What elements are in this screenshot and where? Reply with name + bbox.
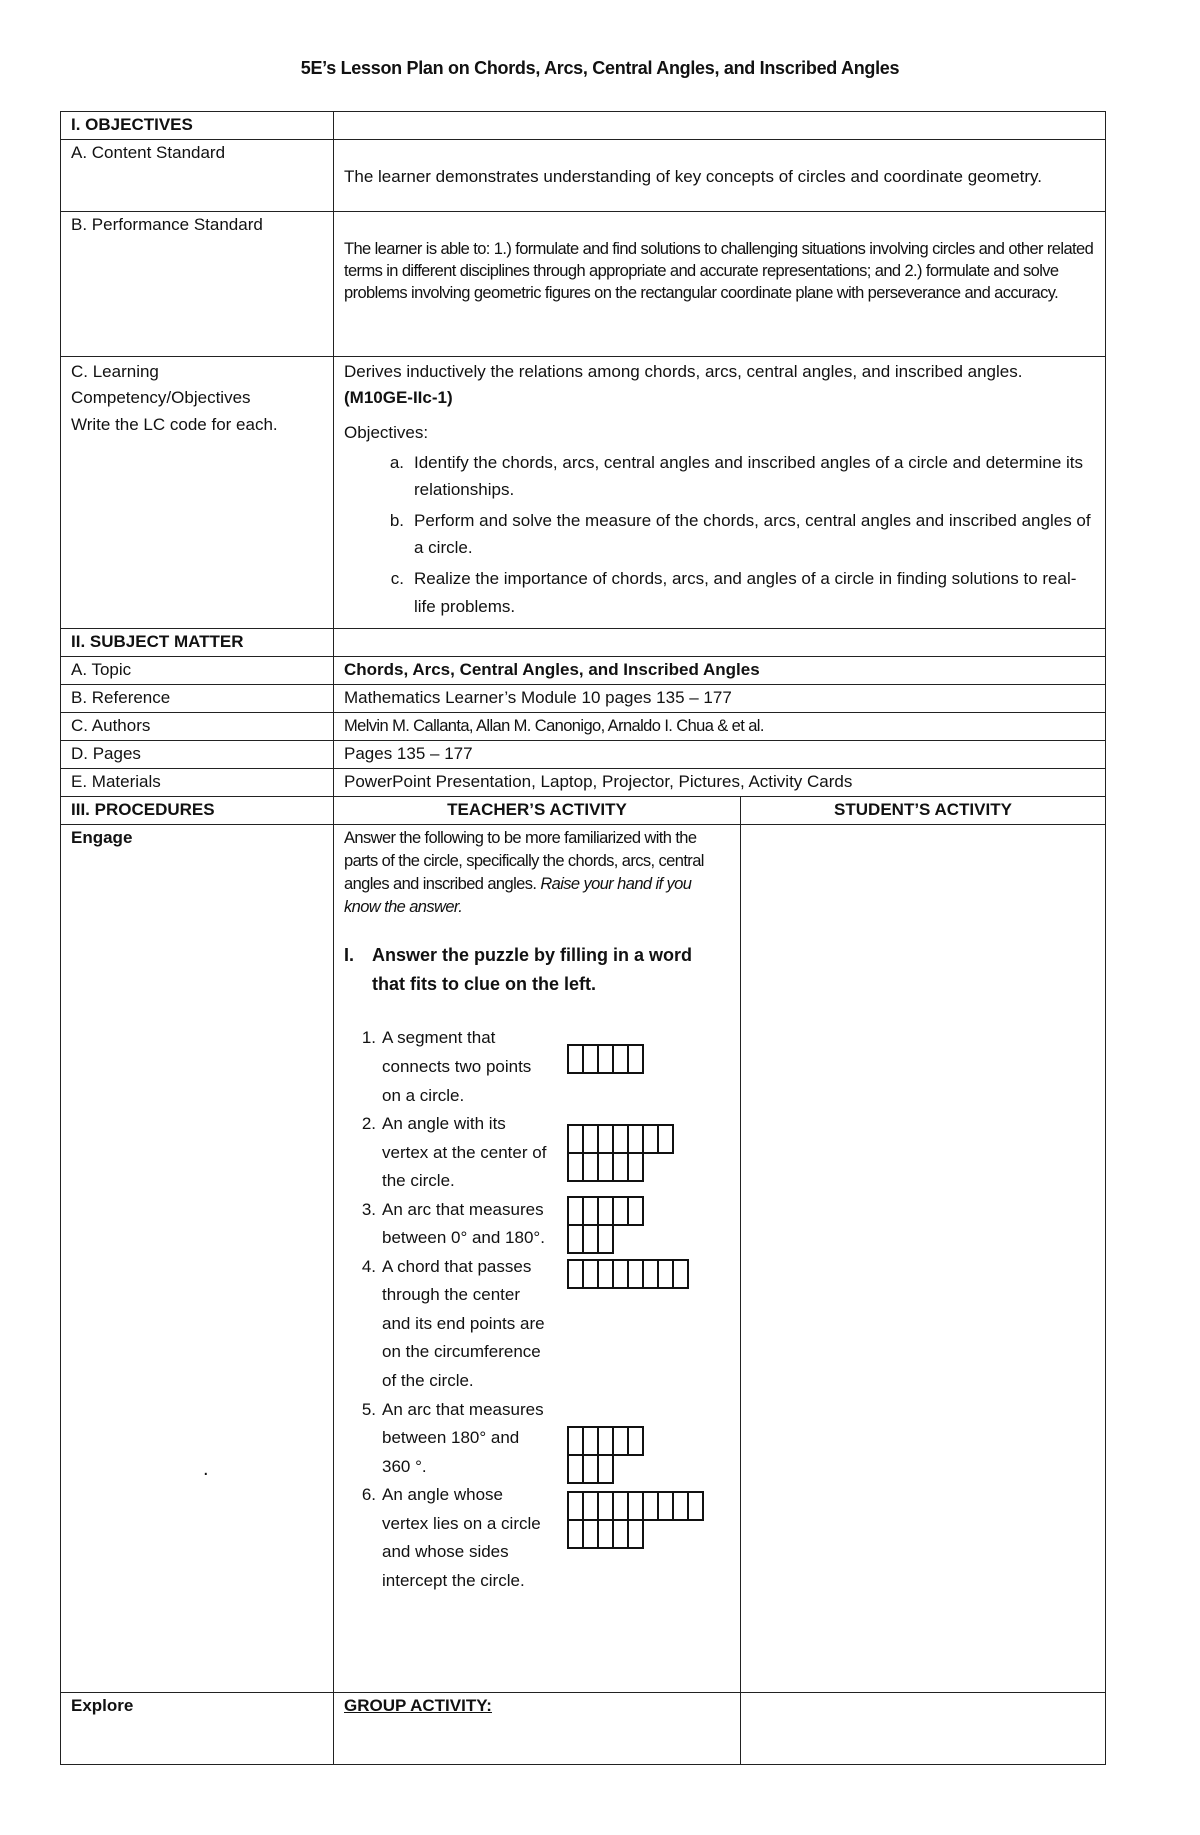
crossword-box[interactable]	[672, 1259, 689, 1289]
crossword-box[interactable]	[627, 1196, 644, 1226]
competency-text: Derives inductively the relations among chords, arcs, central angles, and inscribed angles.	[344, 361, 1023, 381]
performance-standard-row	[61, 211, 1106, 356]
crossword-grid[interactable]	[569, 1124, 674, 1182]
puzzle-instruction-text: Answer the puzzle by filling in a word that fits to clue on the left.	[372, 944, 693, 994]
explore-row	[61, 1692, 1106, 1764]
crossword-box[interactable]	[657, 1124, 674, 1154]
clue-number: 3.	[361, 1199, 376, 1219]
content-standard-label: A. Content Standard	[61, 139, 334, 211]
crossword-box[interactable]	[627, 1044, 644, 1074]
teacher-activity-header: TEACHER’S ACTIVITY	[334, 796, 741, 824]
crossword-row	[569, 1224, 644, 1254]
list-item	[344, 1396, 730, 1482]
engage-intro-italic: Raise your hand if you know the answer.	[344, 874, 692, 916]
crossword-row	[569, 1454, 644, 1484]
competency-label-line2: Competency/Objectives	[71, 388, 251, 408]
crossword-row	[569, 1426, 644, 1456]
crossword-row	[569, 1491, 704, 1521]
crossword-row	[569, 1152, 674, 1182]
reference-label: B. Reference	[61, 684, 334, 712]
list-item	[344, 1110, 730, 1196]
list-text: Identify the chords, arcs, central angles and inscribed angles of a circle and determine its relationships.	[414, 452, 1084, 499]
explore-teacher-activity: GROUP ACTIVITY:	[334, 1692, 741, 1764]
procedures-heading: III. PROCEDURES	[61, 796, 334, 824]
list-text: Perform and solve the measure of the chords, arcs, central angles and inscribed angles of a circle.	[414, 510, 1091, 558]
authors-label: C. Authors	[61, 712, 334, 740]
content-standard-text: The learner demonstrates understanding of key concepts of circles and coordinate geometry.	[334, 139, 1106, 211]
clue-text: A chord that passes through the center and its end points are on the circumference of the circle.	[382, 1256, 545, 1391]
subject-matter-heading-row	[61, 628, 1106, 656]
clue-number: 4.	[361, 1256, 376, 1276]
crossword-grid[interactable]	[569, 1491, 704, 1549]
crossword-row	[569, 1519, 704, 1549]
competency-content	[334, 356, 1106, 628]
crossword-box[interactable]	[597, 1224, 614, 1254]
puzzle-clues	[344, 1024, 730, 1595]
stray-mark: .	[203, 1458, 209, 1480]
crossword-row	[569, 1196, 644, 1226]
reference-value: Mathematics Learner’s Module 10 pages 135 – 177	[334, 684, 1106, 712]
table-row	[61, 712, 1106, 740]
list-marker: a.	[389, 452, 404, 472]
crossword-row	[569, 1124, 674, 1154]
crossword-box[interactable]	[627, 1426, 644, 1456]
crossword-row	[569, 1259, 689, 1289]
clue-text: An angle whose vertex lies on a circle and whose sides intercept the circle.	[382, 1485, 541, 1590]
competency-code: (M10GE-IIc-1)	[344, 388, 453, 408]
page-title: 5E’s Lesson Plan on Chords, Arcs, Central Angles, and Inscribed Angles	[300, 58, 900, 78]
table-row	[61, 768, 1106, 796]
clue-text: A segment that connects two points on a circle.	[382, 1028, 532, 1105]
materials-label: E. Materials	[61, 768, 334, 796]
list-item	[344, 565, 1095, 619]
engage-teacher-activity	[334, 824, 741, 1692]
objectives-label: Objectives:	[344, 422, 429, 442]
crossword-grid[interactable]	[569, 1259, 689, 1289]
list-item	[344, 1253, 730, 1396]
crossword-box[interactable]	[597, 1454, 614, 1484]
list-marker: c.	[390, 569, 404, 589]
objectives-heading: I. OBJECTIVES	[61, 112, 334, 140]
pages-label: D. Pages	[61, 740, 334, 768]
crossword-row	[569, 1044, 644, 1074]
lesson-plan-table	[60, 111, 1106, 1765]
clue-number: 2.	[361, 1114, 376, 1134]
objectives-heading-row	[61, 112, 1106, 140]
engage-student-activity	[741, 824, 1106, 1692]
competency-label	[61, 356, 334, 628]
topic-label: A. Topic	[61, 656, 334, 684]
list-text: Realize the importance of chords, arcs, and angles of a circle in finding solutions to real-life problems.	[414, 569, 1077, 616]
competency-row	[61, 356, 1106, 628]
crossword-box[interactable]	[627, 1152, 644, 1182]
crossword-grid[interactable]	[569, 1196, 644, 1254]
list-marker: b.	[389, 510, 404, 530]
crossword-box[interactable]	[687, 1491, 704, 1521]
competency-label-line3: Write the LC code for each.	[71, 414, 278, 434]
engage-row	[61, 824, 1106, 1692]
content-standard-row	[61, 139, 1106, 211]
pages-value: Pages 135 – 177	[334, 740, 1106, 768]
table-row	[61, 740, 1106, 768]
list-item	[344, 1481, 730, 1595]
table-row	[61, 656, 1106, 684]
performance-standard-label: B. Performance Standard	[61, 211, 334, 356]
list-item	[344, 1196, 730, 1253]
subject-matter-heading: II. SUBJECT MATTER	[61, 628, 334, 656]
procedures-heading-row	[61, 796, 1106, 824]
crossword-box[interactable]	[627, 1519, 644, 1549]
clue-number: 6.	[361, 1485, 376, 1505]
puzzle-instruction	[344, 941, 730, 999]
list-item	[344, 507, 1095, 561]
clue-number: 1.	[361, 1028, 376, 1048]
crossword-grid[interactable]	[569, 1426, 644, 1484]
clue-text: An arc that measures between 180° and 360 °.	[382, 1399, 544, 1476]
objectives-list	[344, 449, 1095, 620]
list-item	[344, 1024, 730, 1110]
explore-student-activity	[741, 1692, 1106, 1764]
authors-value: Melvin M. Callanta, Allan M. Canonigo, Arnaldo I. Chua & et al.	[334, 712, 1106, 740]
clue-number: 5.	[361, 1399, 376, 1419]
topic-value: Chords, Arcs, Central Angles, and Inscribed Angles	[334, 656, 1106, 684]
table-row	[61, 684, 1106, 712]
performance-standard-text: The learner is able to: 1.) formulate and find solutions to challenging situations involving circles and other related terms in different disciplines through appropriate and accurate representations; and 2.) formulate and solve problems involving geometric figures on the rectangular coordinate plane with perseverance and accuracy.	[334, 211, 1106, 356]
student-activity-header: STUDENT’S ACTIVITY	[741, 796, 1106, 824]
materials-value: PowerPoint Presentation, Laptop, Projector, Pictures, Activity Cards	[334, 768, 1106, 796]
clue-text: An angle with its vertex at the center of the circle.	[382, 1114, 547, 1191]
list-item	[344, 449, 1095, 503]
engage-intro: Answer the following to be more familiarized with the parts of the circle, specifically the chords, arcs, central angles and inscribed angles.	[344, 828, 704, 893]
crossword-grid[interactable]	[569, 1044, 644, 1074]
explore-label: Explore	[61, 1692, 334, 1764]
puzzle-number: I.	[344, 944, 355, 965]
competency-label-line1: C. Learning	[71, 361, 159, 381]
engage-label: Engage	[61, 824, 334, 1692]
clue-text: An arc that measures between 0° and 180°.	[382, 1199, 545, 1248]
